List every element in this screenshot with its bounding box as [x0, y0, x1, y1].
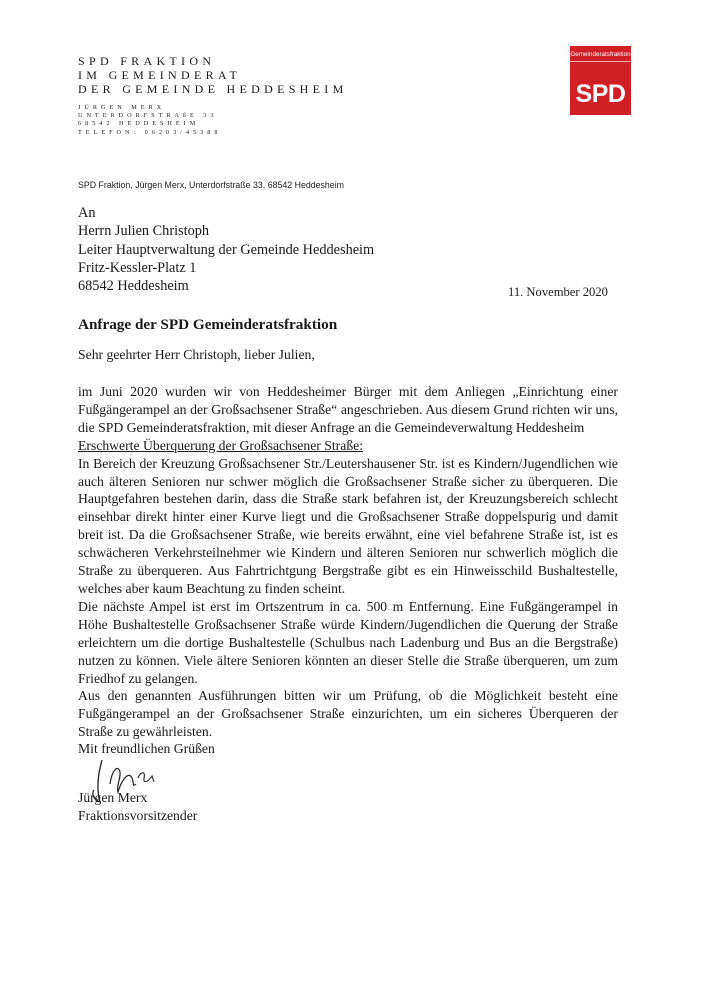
- body-paragraph-3: Aus den genannten Ausführungen bitten wir um Prüfung, ob die Möglichkeit besteht eine Fußgängerampel an der Großsachsener Straße einzurichten, um ein sicheres Überqueren der Straße zu gewährleisten.: [78, 688, 618, 740]
- sender-return-line: SPD Fraktion, Jürgen Merx, Unterdorfstraße 33, 68542 Heddesheim: [78, 180, 344, 190]
- recipient-line-4: Fritz-Kessler-Platz 1: [78, 259, 197, 276]
- letterhead-line-1: SPD FRAKTION: [78, 54, 216, 68]
- logo-top-text: Gemeinderatsfraktion: [570, 51, 631, 58]
- letterhead-line-3: DER GEMEINDE HEDDESHEIM: [78, 82, 348, 96]
- recipient-line-1: An: [78, 205, 96, 221]
- closing-greeting: Mit freundlichen Grüßen: [78, 741, 215, 756]
- signer-name: Jürgen Merx: [78, 790, 148, 805]
- letter-date: 11. November 2020: [508, 285, 608, 299]
- letterhead: [78, 54, 348, 96]
- letter-subject: Anfrage der SPD Gemeinderatsfraktion: [78, 316, 338, 333]
- signer-title: Fraktionsvorsitzender: [78, 808, 198, 823]
- logo-divider: [570, 61, 631, 62]
- recipient-address: [78, 204, 374, 295]
- letterhead-line-2: IM GEMEINDERAT: [78, 68, 242, 82]
- body-intro: im Juni 2020 wurden wir von Heddesheimer Bürger mit dem Anliegen „Einrichtung einer Fußgängerampel an der Großsachsener Straße“ angeschrieben. Aus diesem Grund richten wir uns, die SPD Gemeinderatsfraktion, mit dieser Anfrage an die Gemeindeverwaltung Heddesheim: [78, 384, 618, 435]
- spd-logo: [570, 46, 631, 115]
- sender-street: UNTERDORFSTRAßE 33: [78, 112, 218, 120]
- salutation: Sehr geehrter Herr Christoph, lieber Julien,: [78, 347, 315, 362]
- logo-main-text: SPD: [575, 80, 626, 108]
- body-paragraph-1: In Bereich der Kreuzung Großsachsener Str./Leutershausener Str. ist es Kindern/Jugendlichen wie auch älteren Senioren nur schwer möglich die Großsachsener Straße sicher zu überqueren. Die Hauptgefahren bestehen darin, dass die Straße stark befahren ist, der Kreuzungsbereich schlecht einsehbar direkt hinter einer Kurve liegt und die Großsachsener Straße doppelspurig und damit breit ist. Da die Großsachsener Straße, wie bereits erwähnt, eine viel befahrene Straße ist, ist es schwächeren Verkehrsteilnehmer wie Kindern und älteren Senioren nur schwerlich möglich die Straße zu überqueren. Aus Fahrtrichtgung Bergstraße gibt es ein Hinweisschild Bushaltestelle, welches aber kaum Beachtung zu finden scheint.: [78, 455, 618, 596]
- sender-name: JÜRGEN MERX: [78, 104, 166, 111]
- recipient-line-2: Herrn Julien Christoph: [78, 223, 210, 240]
- recipient-line-3: Leiter Hauptverwaltung der Gemeinde Heddesheim: [78, 241, 375, 258]
- body-heading: Erschwerte Überquerung der Großsachsener Straße:: [78, 437, 364, 453]
- sender-city: 68542 HEDDESHEIM: [78, 120, 200, 128]
- letter-body: [78, 383, 618, 741]
- signature-block: [78, 789, 197, 825]
- sender-address-block: [78, 104, 221, 137]
- recipient-line-5: 68542 Heddesheim: [78, 278, 189, 295]
- sender-phone: TELEFON: 06203/45388: [78, 128, 222, 136]
- body-paragraph-2: Die nächste Ampel ist erst im Ortszentrum in ca. 500 m Entfernung. Eine Fußgängerampel in Höhe Bushaltestelle Großsachsener Straße würde Kindern/Jugendlichen die Querung der Straße erleichtern um die dortige Bushaltestelle (Schulbus nach Ladenburg und Bus an die Bergstraße) nutzen zu können. Viele ältere Senioren könnten an dieser Stelle die Straße überqueren, um zum Friedhof zu gelangen.: [78, 598, 618, 686]
